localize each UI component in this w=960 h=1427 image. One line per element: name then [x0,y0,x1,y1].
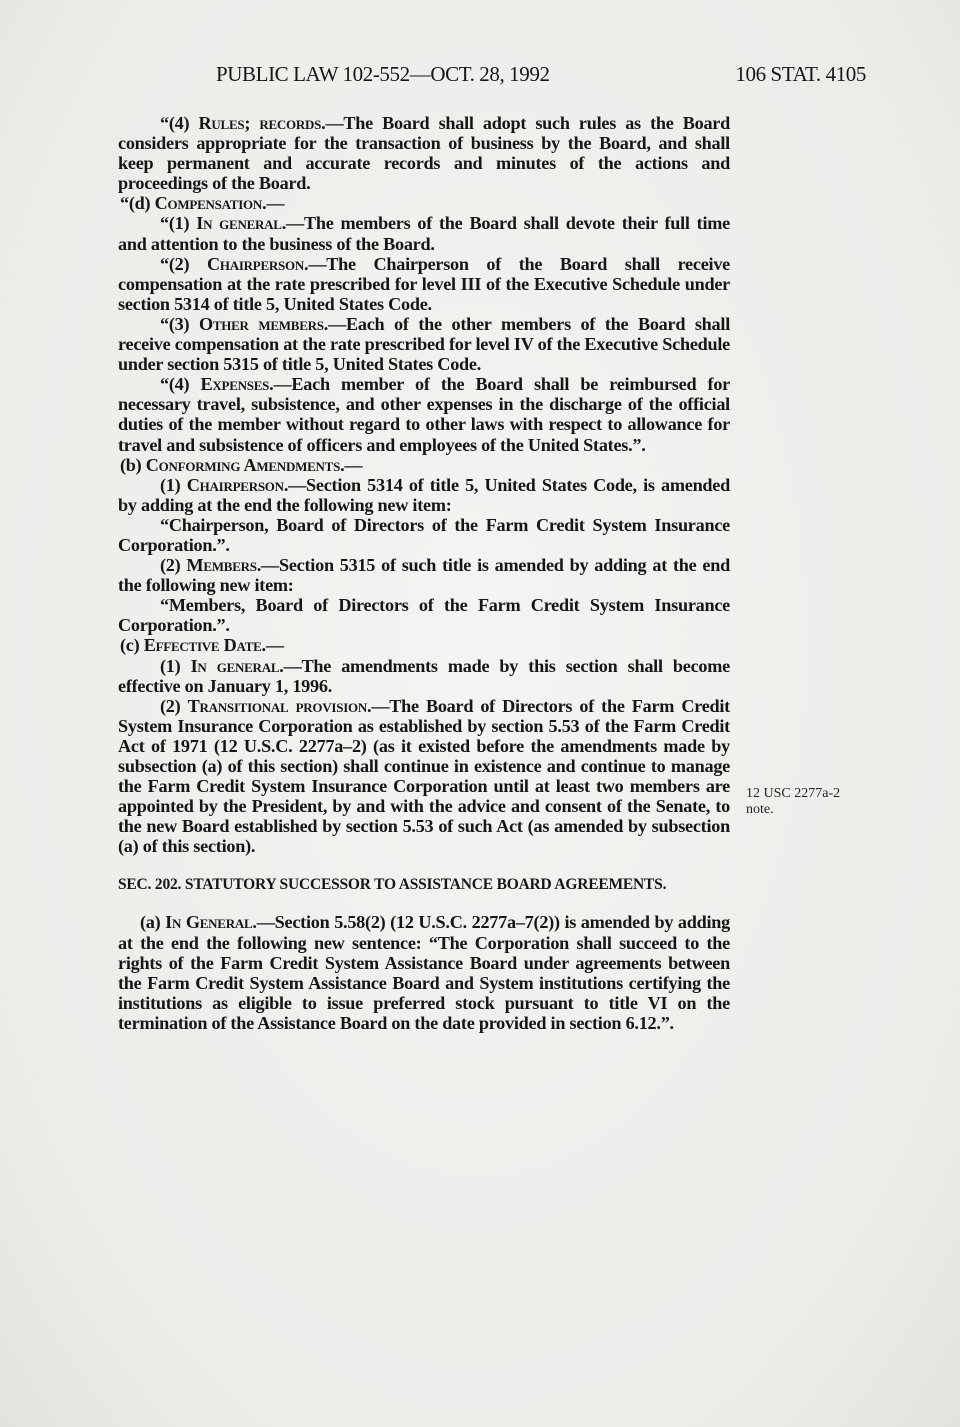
section-heading: SEC. 202. STATUTORY SUCCESSOR TO ASSISTANCE BOARD AGREEMENTS. [118,876,667,894]
para-text: .—Section 5.58(2) (12 U.S.C. 2277a–7(2)) is amended by adding at the end the following new sentence: “The Corporation shall succeed to the rights of the Farm Credit System Assistance Board under agreements between the Farm Credit System Assistance Board and System institutions certifying the institutions as eligible to issue preferred stock pursuant to title VI on the termination of the Assistance Board on the date provided in section 6.12.”. [118,912,730,1033]
para-prefix: (a) [140,912,166,933]
para-prefix: “Members, Board of Directors of the Farm Credit System Insurance Corporation.”. [118,595,730,636]
para-text: .— [261,635,284,656]
paragraph-final [118,912,730,1033]
para-prefix: “Chairperson, Board of Directors of the Farm Credit System Insurance Corporation.”. [118,514,730,555]
para-caption: Chairperson [206,253,305,274]
para-caption: Compensation [154,193,263,214]
para-text: .—Each member of the Board shall be reimbursed for necessary travel, subsistence, and other expenses in the discharge of the official duties of the member without regard to other laws with respect to allowance for travel and subsistence of officers and employees of the United States.”. [118,374,730,455]
margin-note-label: note. [746,802,774,817]
paragraph [118,213,730,253]
para-prefix: “(1) [160,213,197,234]
para-text: .—The Chairperson of the Board shall receive compensation at the rate prescribed for level III of the Executive Schedule under section 5314 of title 5, United States Code. [118,253,730,314]
paragraph [118,475,730,515]
paragraph [118,515,730,555]
para-prefix: (1) [160,655,191,676]
para-text: .—The Board shall adopt such rules as the Board considers appropriate for the transaction of business by the Board, and shall keep permanent and accurate records and minutes of the actions and proceedings of the Board. [118,113,730,194]
para-caption: Expenses [200,374,270,395]
para-caption: In General [165,912,253,933]
para-text: .— [340,454,363,475]
para-caption: Chairperson [186,474,284,495]
para-caption: In general [190,655,280,676]
para-text: .—The members of the Board shall devote their full time and attention to the business of the Board. [118,213,730,254]
para-prefix: “(4) [160,113,199,133]
para-text: .—Section 5314 of title 5, United States Code, is amended by adding at the end the following new item: [118,474,730,515]
para-prefix: “(4) [160,374,201,395]
para-caption: Effective Date [143,635,262,656]
paragraph [118,635,730,655]
para-prefix: “(d) [120,193,155,214]
paragraph [118,254,730,314]
para-caption: Other members [198,313,324,334]
paragraph [118,595,730,635]
margin-note-citation: 12 USC 2277a-2 [746,786,841,801]
para-text: .—Each of the other members of the Board shall receive compensation at the rate prescribed for level IV of the Executive Schedule under section 5315 of title 5, United States Code. [118,313,730,375]
paragraphs [118,113,730,856]
para-text: .— [262,193,285,214]
paragraph [118,113,730,193]
para-text: .—The Board of Directors of the Farm Credit System Insurance Corporation as established by section 5.53 of the Farm Credit Act of 1971 (12 U.S.C. 2277a–2) (as it existed before the amendments made by subsection (a) of this section) shall continue in existence and continue to manage the Farm Credit System Insurance Corporation until at least two members are appointed by the President, by and with the advice and consent of the Senate, to the new Board established by section 5.53 of such Act (as amended by subsection (a) of this section). [118,695,730,857]
paragraph [118,193,730,213]
para-caption: In general [196,213,282,234]
paragraph [118,314,730,374]
paragraph [118,455,730,475]
para-prefix: (c) [120,635,144,656]
paragraph [118,696,730,857]
header-title: PUBLIC LAW 102-552—OCT. 28, 1992 [216,62,550,86]
para-caption: Rules; records [198,113,322,133]
paragraph [118,555,730,595]
margin-note [746,786,876,818]
paragraph [118,374,730,454]
para-caption: Transitional provision [187,695,368,716]
para-prefix: “(2) [160,253,207,274]
para-prefix: (2) [160,555,187,576]
para-caption: Conforming Amendments [145,454,341,475]
para-caption: Members [186,555,257,576]
document-body [118,113,730,1033]
para-prefix: (2) [160,695,188,716]
para-prefix: “(3) [160,313,199,334]
para-text: .—The amendments made by this section shall become effective on January 1, 1996. [118,655,731,696]
para-text: .—Section 5315 of such title is amended by adding at the end the following new item: [118,555,730,596]
para-prefix: (b) [120,454,146,475]
para-prefix: (1) [160,474,187,495]
header-page-number: 106 STAT. 4105 [735,62,866,86]
paragraph [118,656,730,696]
